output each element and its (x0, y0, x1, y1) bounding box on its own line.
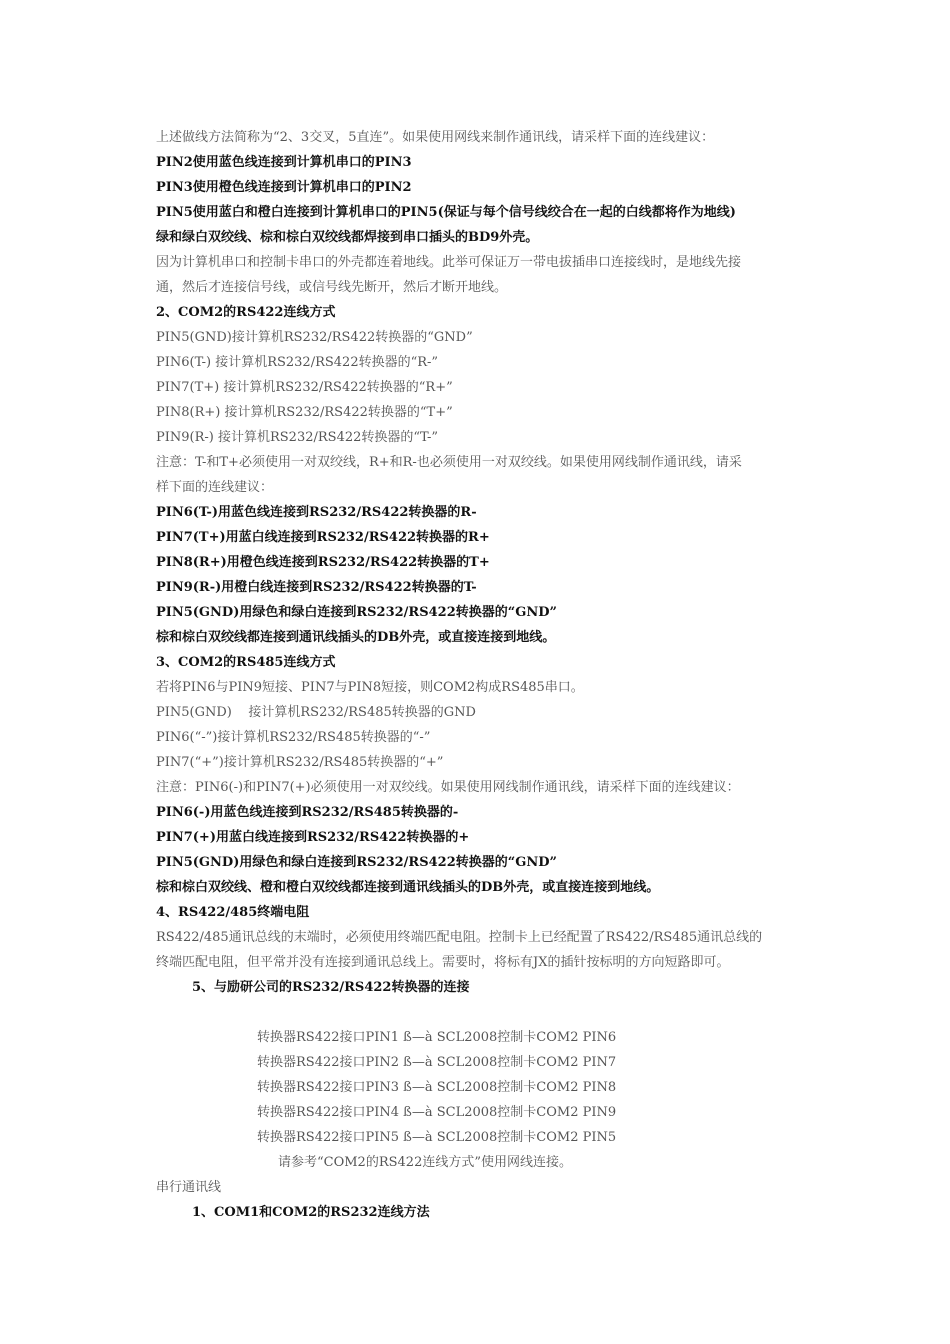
mapping-line: 转换器RS422接口PIN2 ß—à SCL2008控制卡COM2 PIN7 (257, 1055, 617, 1070)
paragraph-line: 棕和棕白双绞线、橙和橙白双绞线都连接到通讯线插头的DB外壳，或直接连接到地线。 (156, 880, 660, 895)
paragraph-line: 棕和棕白双绞线都连接到通讯线插头的DB外壳，或直接连接到地线。 (156, 630, 556, 645)
paragraph-line: PIN5(GND)用绿色和绿白连接到RS232/RS422转换器的“GND” (156, 855, 557, 870)
mapping-line: 转换器RS422接口PIN3 ß—à SCL2008控制卡COM2 PIN8 (257, 1080, 617, 1095)
paragraph-line: PIN2使用蓝色线连接到计算机串口的PIN3 (156, 155, 412, 170)
paragraph-line: PIN9(R-)用橙白线连接到RS232/RS422转换器的T- (156, 580, 477, 595)
section-heading: 2、COM2的RS422连线方式 (156, 305, 336, 320)
paragraph-line: PIN5(GND)接计算机RS232/RS422转换器的“GND” (156, 330, 473, 345)
paragraph-line: 因为计算机串口和控制卡串口的外壳都连着地线。此举可保证万一带电拔插串口连接线时，是地线先接 (156, 255, 742, 270)
paragraph-line: PIN7(T+)用蓝白线连接到RS232/RS422转换器的R+ (156, 530, 490, 545)
section-heading: 1、COM1和COM2的RS232连线方法 (192, 1205, 430, 1220)
paragraph-line: 请参考“COM2的RS422连线方式”使用网线连接。 (278, 1155, 572, 1170)
paragraph-line: PIN3使用橙色线连接到计算机串口的PIN2 (156, 180, 412, 195)
paragraph-line: 通，然后才连接信号线，或信号线先断开，然后才断开地线。 (156, 280, 508, 295)
paragraph-line: PIN7(T+) 接计算机RS232/RS422转换器的“R+” (156, 380, 453, 395)
paragraph-line: PIN9(R-) 接计算机RS232/RS422转换器的“T-” (156, 430, 439, 445)
paragraph-line: PIN5使用蓝白和橙白连接到计算机串口的PIN5(保证与每个信号线绞合在一起的白线都将作为地线) (156, 205, 736, 220)
paragraph-line: 若将PIN6与PIN9短接、PIN7与PIN8短接，则COM2构成RS485串口。 (156, 680, 584, 695)
mapping-line: 转换器RS422接口PIN4 ß—à SCL2008控制卡COM2 PIN9 (257, 1105, 617, 1120)
paragraph-line: 绿和绿白双绞线、棕和棕白双绞线都焊接到串口插头的BD9外壳。 (156, 230, 539, 245)
paragraph-line: PIN7(+)用蓝白线连接到RS232/RS422转换器的+ (156, 830, 470, 845)
paragraph-line: PIN5(GND)用绿色和绿白连接到RS232/RS422转换器的“GND” (156, 605, 557, 620)
section-heading: 5、与励研公司的RS232/RS422转换器的连接 (192, 980, 470, 995)
paragraph-line: PIN8(R+)用橙色线连接到RS232/RS422转换器的T+ (156, 555, 490, 570)
section-heading: 4、RS422/485终端电阻 (156, 905, 310, 920)
paragraph-line: PIN7(“+”)接计算机RS232/RS485转换器的“+” (156, 755, 444, 770)
paragraph-line: PIN6(T-)用蓝色线连接到RS232/RS422转换器的R- (156, 505, 477, 520)
paragraph-line: RS422/485通讯总线的末端时，必须使用终端匹配电阻。控制卡上已经配置了RS422/RS485通讯总线的 (156, 930, 763, 945)
paragraph-line: 串行通讯线 (156, 1180, 222, 1195)
paragraph-line: PIN5(GND) 接计算机RS232/RS485转换器的GND (156, 705, 476, 720)
paragraph-line: 注意：T-和T+必须使用一对双绞线，R+和R-也必须使用一对双绞线。如果使用网线制作通讯线，请采 (156, 455, 742, 470)
paragraph-line: PIN8(R+) 接计算机RS232/RS422转换器的“T+” (156, 405, 453, 420)
mapping-line: 转换器RS422接口PIN1 ß—à SCL2008控制卡COM2 PIN6 (257, 1030, 617, 1045)
paragraph-line: 注意：PIN6(-)和PIN7(+)必须使用一对双绞线。如果使用网线制作通讯线，请采样下面的连线建议： (156, 780, 740, 795)
paragraph-line: PIN6(“-”)接计算机RS232/RS485转换器的“-” (156, 730, 431, 745)
paragraph-line: 终端匹配电阻，但平常并没有连接到通讯总线上。需要时，将标有JX的插针按标明的方向短路即可。 (156, 955, 730, 970)
paragraph-line: PIN6(T-) 接计算机RS232/RS422转换器的“R-” (156, 355, 439, 370)
paragraph-line: 样下面的连线建议： (156, 480, 274, 495)
paragraph-line: PIN6(-)用蓝色线连接到RS232/RS485转换器的- (156, 805, 459, 820)
paragraph-line: 上述做线方法简称为“2、3交叉，5直连”。如果使用网线来制作通讯线，请采样下面的连线建议： (156, 130, 715, 145)
mapping-line: 转换器RS422接口PIN5 ß—à SCL2008控制卡COM2 PIN5 (257, 1130, 617, 1145)
section-heading: 3、COM2的RS485连线方式 (156, 655, 336, 670)
